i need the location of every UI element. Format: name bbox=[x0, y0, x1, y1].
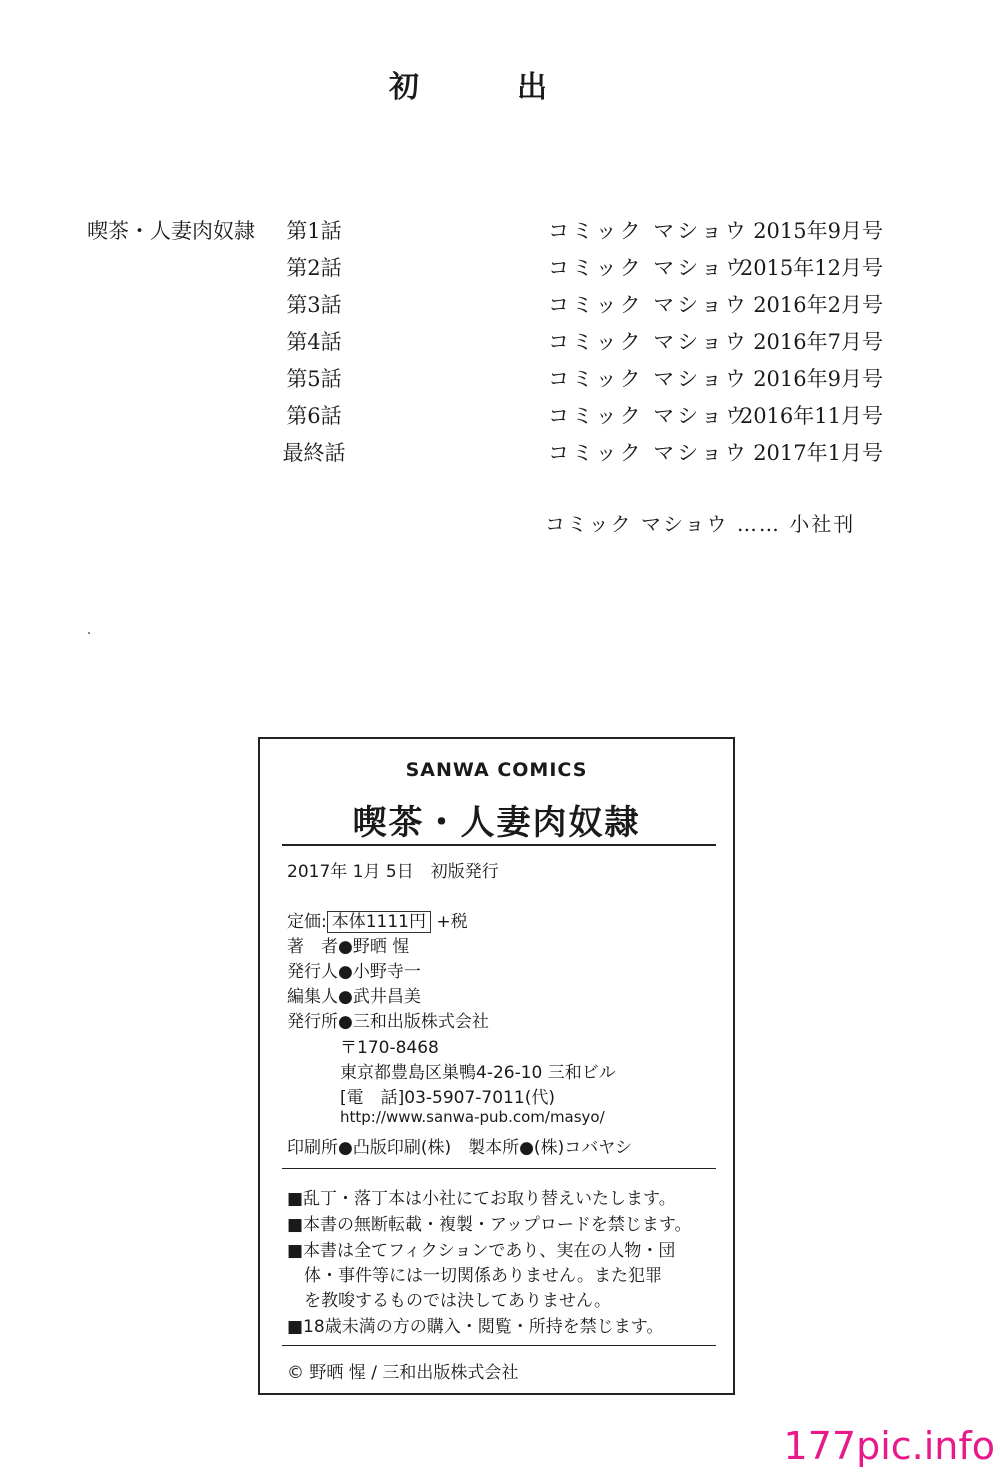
issuer-line: 発行人●小野寺一 bbox=[287, 962, 421, 982]
issue-date: 2016年7月号 bbox=[753, 330, 883, 354]
print-speck bbox=[88, 632, 90, 634]
phone-line: [電 話]03-5907-7011(代) bbox=[340, 1088, 555, 1108]
magazine-name: コミック マショウ bbox=[548, 330, 749, 354]
first-edition-date: 2017年 1月 5日 初版発行 bbox=[287, 862, 499, 882]
site-watermark: 177pic.info bbox=[783, 1424, 995, 1468]
editor-line: 編集人●武井昌美 bbox=[287, 987, 421, 1007]
section-divider bbox=[282, 1168, 716, 1169]
notice-line: ■本書は全てフィクションであり、実在の人物・団 bbox=[287, 1241, 676, 1261]
section-divider bbox=[282, 1345, 716, 1346]
notice-line: ■乱丁・落丁本は小社にてお取り替えいたします。 bbox=[287, 1189, 676, 1209]
chapter-label: 第2話 bbox=[286, 256, 342, 280]
postal-code: 〒170-8468 bbox=[340, 1038, 439, 1058]
author-line: 著 者●野晒 惺 bbox=[287, 937, 410, 957]
magazine-name: コミック マショウ bbox=[548, 256, 749, 280]
address-line: 東京都豊島区巣鴨4-26-10 三和ビル bbox=[340, 1063, 616, 1083]
magazine-name: コミック マショウ bbox=[548, 219, 749, 243]
chapter-label: 第5話 bbox=[286, 367, 342, 391]
issue-date: 2017年1月号 bbox=[753, 441, 883, 465]
colophon-box bbox=[258, 737, 735, 1395]
issue-date: 2016年2月号 bbox=[753, 293, 883, 317]
chapter-label: 第3話 bbox=[286, 293, 342, 317]
magazine-name: コミック マショウ bbox=[548, 293, 749, 317]
price-value: 本体1111円 bbox=[327, 911, 431, 933]
chapter-label: 第1話 bbox=[286, 219, 342, 243]
price-line bbox=[287, 907, 468, 932]
magazine-name: コミック マショウ bbox=[548, 404, 749, 428]
price-tax: +税 bbox=[436, 912, 468, 932]
issue-date: 2015年12月号 bbox=[739, 256, 883, 280]
chapter-label: 最終話 bbox=[282, 441, 346, 465]
title-rule bbox=[282, 844, 716, 846]
copyright-line: © 野晒 惺 / 三和出版株式会社 bbox=[287, 1363, 519, 1383]
magazine-name: コミック マショウ bbox=[548, 367, 749, 391]
issue-date: 2015年9月号 bbox=[753, 219, 883, 243]
office-line: 発行所●三和出版株式会社 bbox=[287, 1012, 489, 1032]
publisher-note: コミック マショウ …… 小社刊 bbox=[545, 512, 856, 536]
book-title: 喫茶・人妻肉奴隷 bbox=[352, 803, 641, 843]
imprint-name: SANWA COMICS bbox=[405, 759, 588, 781]
website-url: http://www.sanwa-pub.com/masyo/ bbox=[340, 1108, 605, 1126]
price-label: 定価: bbox=[287, 912, 327, 932]
notice-line: ■本書の無断転載・複製・アップロードを禁じます。 bbox=[287, 1215, 692, 1235]
series-title: 喫茶・人妻肉奴隷 bbox=[87, 219, 255, 243]
notice-line: 体・事件等には一切関係ありません。また犯罪 bbox=[304, 1266, 663, 1286]
page-heading: 初 出 bbox=[389, 70, 581, 105]
issue-date: 2016年9月号 bbox=[753, 367, 883, 391]
issue-date: 2016年11月号 bbox=[739, 404, 883, 428]
chapter-label: 第4話 bbox=[286, 330, 342, 354]
notice-line: ■18歳未満の方の購入・閲覧・所持を禁じます。 bbox=[287, 1317, 664, 1337]
chapter-label: 第6話 bbox=[286, 404, 342, 428]
notice-line: を教唆するものでは決してありません。 bbox=[304, 1291, 612, 1311]
magazine-name: コミック マショウ bbox=[548, 441, 749, 465]
printers-line: 印刷所●凸版印刷(株) 製本所●(株)コバヤシ bbox=[287, 1138, 633, 1158]
